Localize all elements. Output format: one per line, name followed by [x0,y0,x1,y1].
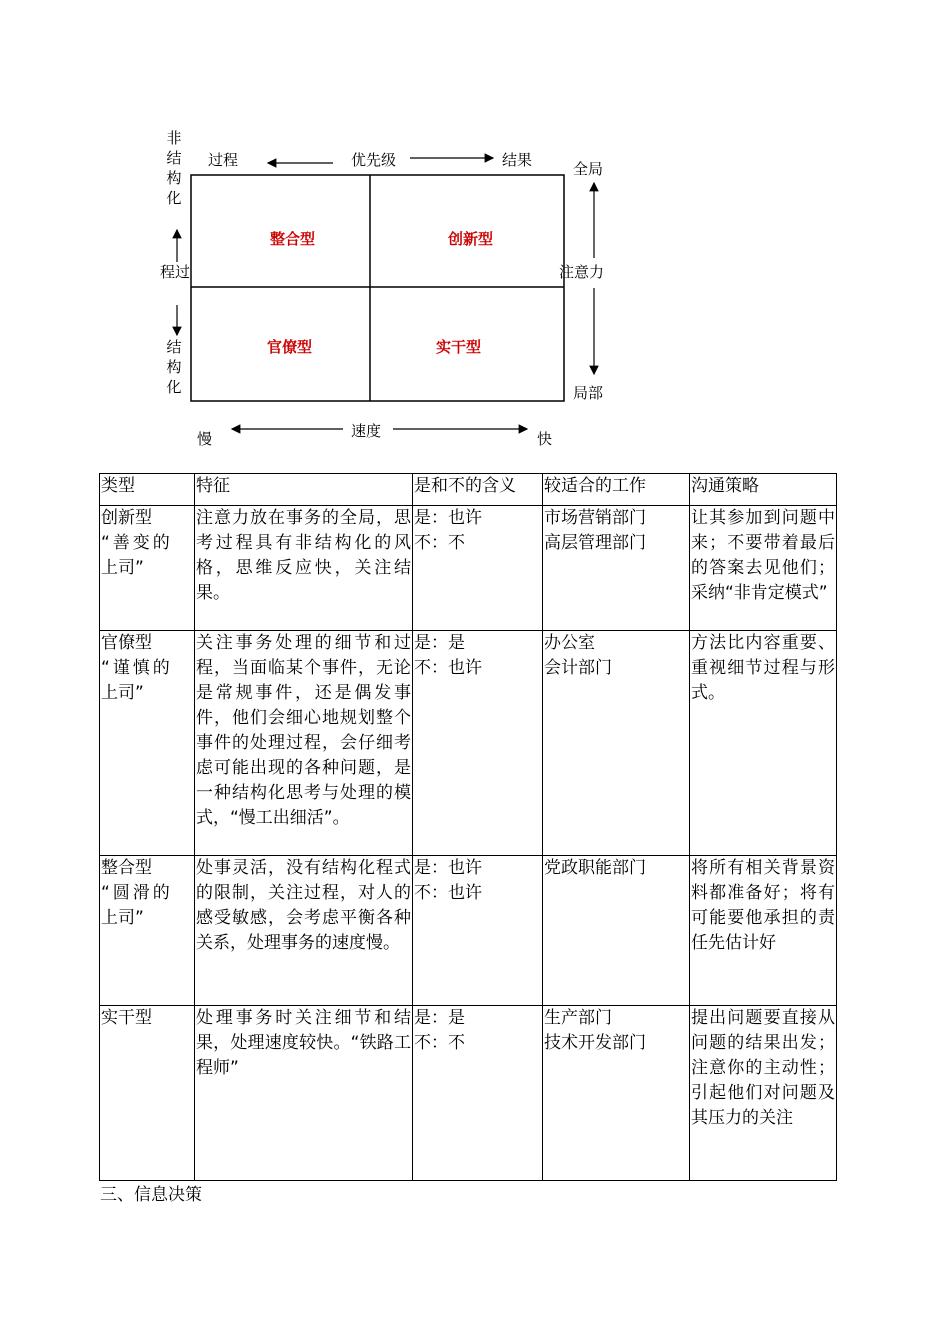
label-structured: 结 构 化 [166,338,182,396]
label-priority: 优先级 [351,151,397,169]
table-row [100,631,837,856]
header-feature: 特征 [195,474,413,506]
quadrant-pragmatic: 实干型 [436,338,482,356]
header-work: 较适合的工作 [543,474,690,506]
table-row [100,506,837,631]
section-heading: 三、信息决策 [100,1185,202,1205]
type-cell: 整合型 “圆滑的 上司” [100,856,195,1006]
table-row [100,856,837,1006]
header-type: 类型 [100,474,195,506]
label-result: 结果 [502,151,533,169]
label-attention: 注意力 [559,263,605,281]
label-slow: 慢 [197,430,213,448]
quadrant-integrative: 整合型 [270,230,316,248]
label-local: 局部 [573,384,604,402]
type-cell: 创新型 “善变的 上司” [100,506,195,631]
header-strategy: 沟通策略 [690,474,837,506]
label-process: 过程 [208,151,239,169]
label-process-axis: 程过 [160,263,191,281]
strategy-cell: 提出问题要直接从问题的结果出发；注意你的主动性；引起他们对问题及其压力的关注 [690,1006,837,1181]
label-speed: 速度 [351,422,382,440]
type-cell: 实干型 [100,1006,195,1181]
type-cell: 官僚型 “谨慎的 上司” [100,631,195,856]
work-cell: 生产部门 技术开发部门 [543,1006,690,1181]
label-global: 全局 [573,160,604,178]
meaning-cell: 是：是 不：不 [413,1006,543,1181]
meaning-cell: 是：也许 不：也许 [413,856,543,1006]
quadrant-innovative: 创新型 [448,230,494,248]
strategy-cell: 将所有相关背景资料都准备好；将有可能要他承担的责任先估计好 [690,856,837,1006]
work-cell: 党政职能部门 [543,856,690,1006]
label-unstructured: 非 结 构 化 [166,129,182,207]
quadrant-box [191,175,564,401]
header-meaning: 是和不的含义 [413,474,543,506]
work-cell: 市场营销部门 高层管理部门 [543,506,690,631]
decision-style-diagram [0,0,950,460]
feature-cell: 处事灵活，没有结构化程式的限制，关注过程，对人的感受敏感，会考虑平衡各种关系，处理事务的速度慢。 [195,856,413,1006]
meaning-cell: 是：也许 不：不 [413,506,543,631]
feature-cell: 注意力放在事务的全局，思考过程具有非结构化的风格，思维反应快，关注结果。 [195,506,413,631]
table-row [100,1006,837,1181]
quadrant-bureaucratic: 官僚型 [267,338,313,356]
meaning-cell: 是：是 不：也许 [413,631,543,856]
work-cell: 办公室 会计部门 [543,631,690,856]
feature-cell: 处理事务时关注细节和结果，处理速度较快。“铁路工程师” [195,1006,413,1181]
strategy-cell: 让其参加到问题中来；不要带着最后的答案去见他们；采纳“非肯定模式” [690,506,837,631]
table-header-row [100,474,837,506]
decision-style-table [99,473,837,1181]
feature-cell: 关注事务处理的细节和过程，当面临某个事件，无论是常规事件，还是偶发事件，他们会细心地规划整个事件的处理过程，会仔细考虑可能出现的各种问题，是一种结构化思考与处理的模式，“慢工出细活”。 [195,631,413,856]
label-fast: 快 [537,430,553,448]
strategy-cell: 方法比内容重要、重视细节过程与形式。 [690,631,837,856]
